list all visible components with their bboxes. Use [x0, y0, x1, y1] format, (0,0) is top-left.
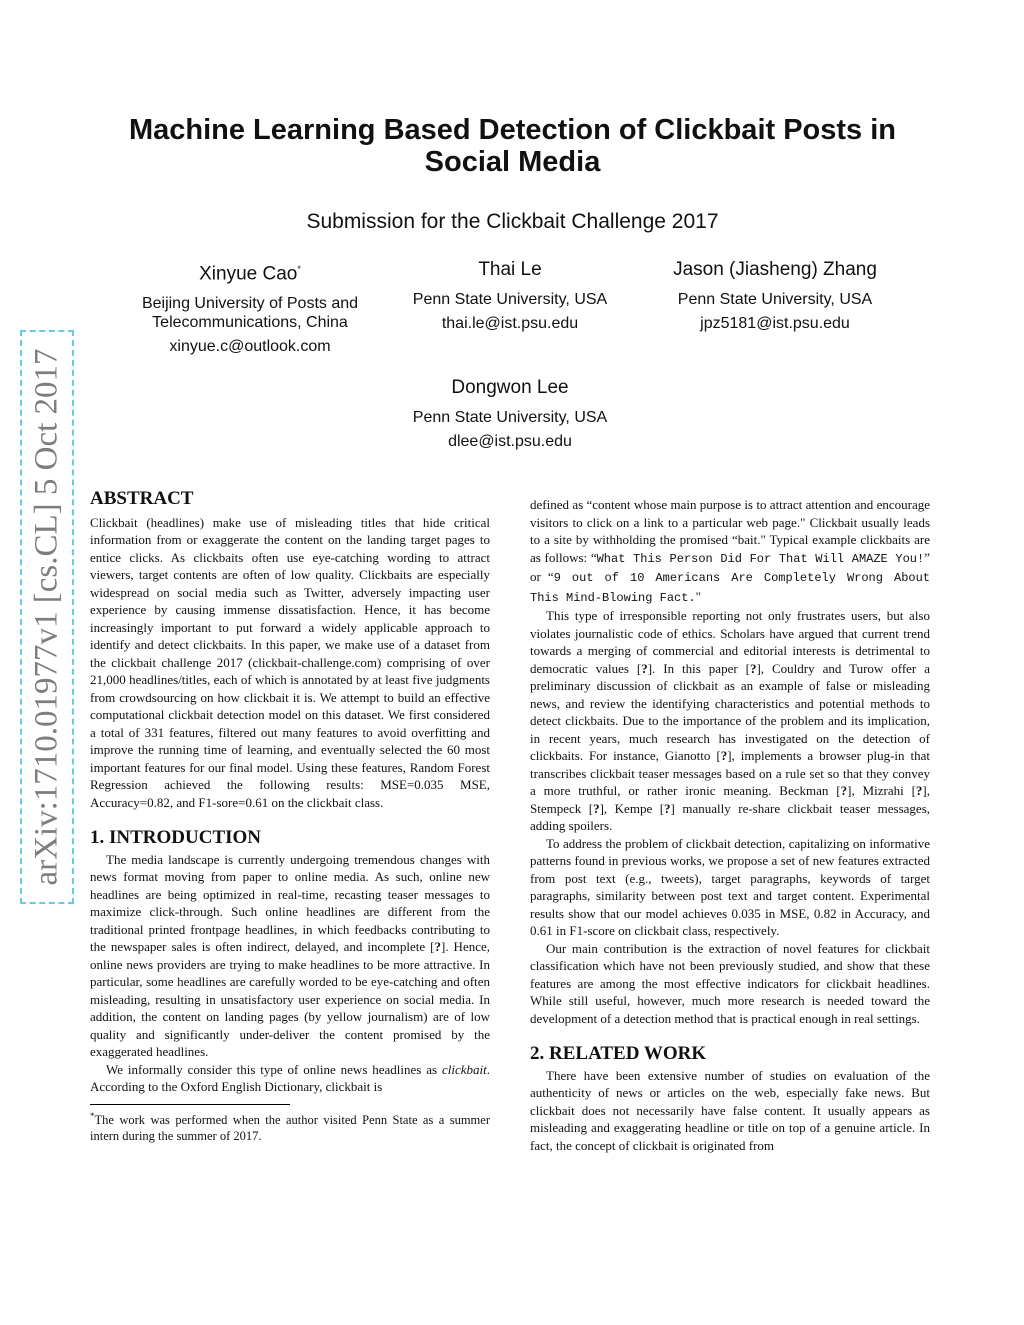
right-column [530, 496, 930, 1154]
author-block-1 [120, 260, 380, 356]
clickbait-example-1: What This Person Did For That Will AMAZE You! [596, 551, 925, 566]
footnote-mark: * [297, 264, 301, 274]
author-email: dlee@ist.psu.edu [448, 433, 572, 450]
author-block-3 [640, 260, 910, 333]
author-affiliation: Beijing University of Posts and Telecommunications, China [141, 295, 359, 332]
arxiv-sidebar [20, 330, 74, 904]
footnote-rule [90, 1104, 290, 1105]
author-name: Xinyue Cao* [199, 263, 301, 285]
author-name: Jason (Jiasheng) Zhang [673, 259, 877, 280]
author-affiliation: Penn State University, USA [412, 409, 608, 426]
clickbait-example-2: 9 out of 10 Americans Are Completely Wrong About This Mind-Blowing Fact. [530, 571, 930, 605]
intro-paragraph-1: The media landscape is currently undergoing tremendous changes with news format moving from paper to online media. As such, online new headlines are being optimized in real-time, recasting teaser messages to maximize click-through. Such online headlines are different from the traditional printed frontpage headlines, in which feedbacks contributing to the newspaper sales is often indirect, delayed, and incomplete [?]. Hence, online news providers are trying to make headlines to be more attractive. In particular, some headlines are carefully worded to be eye-catching and often misleading, resulting in unsatisfactory user experience on social media. In addition, the content on landing pages (by yellow journalism) are of low quality and significantly under-deliver the content promised by the exaggerated headlines. [90, 851, 490, 1059]
related-work-paragraph-1: There have been extensive number of studies on evaluation of the authenticity of news or articles on the web, especially fake news. But clickbait does not necessarily have false content. It usually appears as misleading and exaggerating headline or title on top of a genuine article. In fact, the concept of clickbait is originated from [530, 1067, 930, 1153]
intro-paragraph-3: defined as “content whose main purpose is to attract attention and encourage visitors to click on a link to a particular web page." Clickbait usually leads to a site by withholding the promised “bait." Typical example clickbaits are as follows: “What This Person Did For That Will AMAZE You!” or “9 out of 10 Americans Are Completely Wrong About This Mind-Blowing Fact." [530, 497, 930, 605]
author-email: xinyue.c@outlook.com [169, 338, 331, 356]
author-block-4 [395, 378, 625, 451]
author-email: jpz5181@ist.psu.edu [700, 315, 850, 332]
related-work-heading: 2. RELATED WORK [530, 1043, 707, 1064]
intro-paragraph-5: To address the problem of clickbait detection, capitalizing on informative patterns found in previous works, we propose a set of new features extracted from post text (e.g., tweets), target paragraphs, keywords of target paragraphs, similarity between post text and target content. Experimental results show that our model achieves 0.035 in MSE, 0.82 in Accuracy, and 0.61 in F1-score on clickbait class, respectively. [530, 835, 930, 938]
paper-subtitle: Submission for the Clickbait Challenge 2017 [306, 210, 719, 233]
arxiv-id: arXiv:1710.01977v1 [cs.CL] 5 Oct 2017 [28, 348, 65, 886]
intro-paragraph-6: Our main contribution is the extraction of novel features for clickbait classification which have not been previously studied, and show that these features are among the most effective indicators for clickbait headlines. While still useful, however, much more research is needed toward the development of a detection method that is practical enough in real settings. [530, 940, 930, 1026]
author-name: Dongwon Lee [451, 377, 569, 398]
left-column [90, 490, 490, 1144]
abstract-text: Clickbait (headlines) make use of misleading titles that hide critical information from or exaggerate the content on the landing target pages to entice clicks. As clickbaits often use eye-catching wording to attract viewers, target contents are often of low quality. Clickbaits are especially widespread on social media such as Twitter, adversely impacting user experience by causing immense dissatisfaction. Hence, it has become increasingly important to put forward a widely applicable approach to identify and detect clickbaits. In this paper, we make use of a dataset from the clickbait challenge 2017 (clickbait-challenge.com) comprising of over 21,000 headlines/titles, each of which is annotated by at least five judgments from crowdsourcing on how clickbait it is. We attempt to build an effective computational clickbait detection model on this dataset. We first considered a total of 331 features, filtered out many features to avoid overfitting and improve the running time of learning, and eventually selected the 60 most important features for our final model. Using these features, Random Forest Regression achieved the following results: MSE=0.035 MSE, Accuracy=0.82, and F1-sore=0.61 on the clickbait class. [90, 514, 490, 810]
author-name: Thai Le [478, 259, 542, 280]
intro-paragraph-4: This type of irresponsible reporting not only frustrates users, but also violates journalistic code of ethics. Scholars have argued that current trend towards a merging of commercial and editorial interests is detrimental to democratic values [?]. In this paper [?], Couldry and Turow offer a preliminary discussion of clickbait as an example of false or misleading news, and review the identifying characteristics and potential methods to detect clickbaits. Due to the importance of the problem and its implication, in recent years, much research has investigated on the detection of clickbaits. For instance, Gianotto [?], implements a browser plug-in that transcribes clickbait teaser messages based on a rule set so that they convey a more truthful, or rather ironic meaning. Beckman [?], Mizrahi [?], Stempeck [?], Kempe [?] manually re-share clickbait teaser messages, adding spoilers. [530, 608, 931, 833]
intro-paragraph-2: We informally consider this type of online news headlines as clickbait. According to the Oxford English Dictionary, clickbait is [90, 1061, 490, 1094]
author-affiliation: Penn State University, USA [412, 291, 608, 308]
citation-marker: ? [434, 939, 441, 954]
author-email: thai.le@ist.psu.edu [441, 315, 579, 332]
author-affiliation: Penn State University, USA [677, 291, 873, 308]
introduction-heading: 1. INTRODUCTION [90, 827, 262, 848]
footnote: *The work was performed when the author visited Penn State as a summer intern during the summer of 2017. [90, 1110, 490, 1143]
author-block-2 [395, 260, 625, 333]
abstract-heading: ABSTRACT [90, 488, 194, 509]
paper-title: Machine Learning Based Detection of Clickbait Posts in Social Media [128, 114, 897, 178]
